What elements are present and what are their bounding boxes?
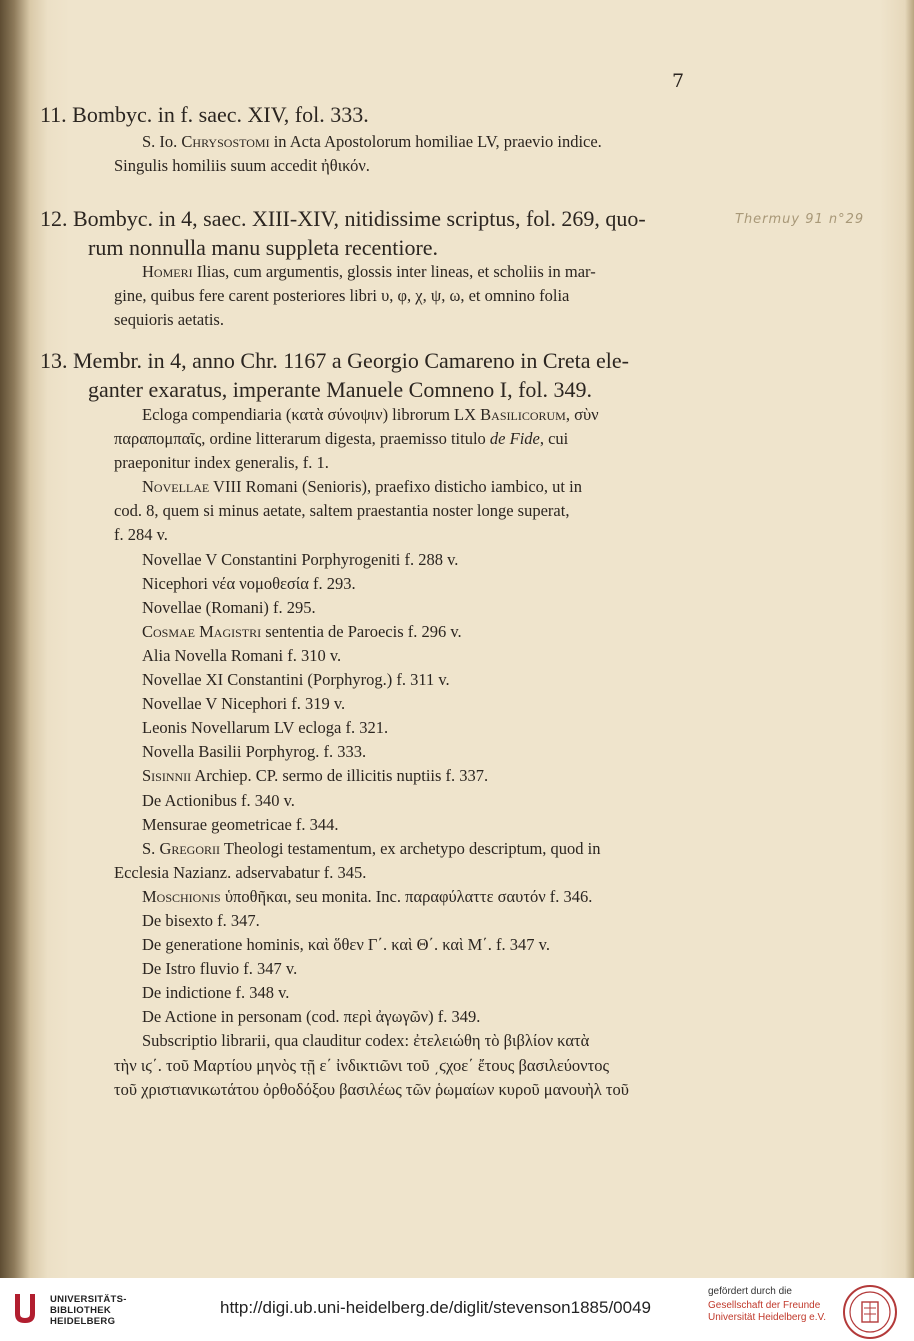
body-line: De Actionibus f. 340 v.: [142, 790, 295, 810]
body-line: Novellae (Romani) f. 295.: [142, 597, 316, 617]
author-name: Moschionis: [142, 886, 221, 906]
body-line: gine, quibus fere carent posteriores libri υ, φ, χ, ψ, ω, et omnino folia: [114, 286, 570, 306]
author-name: Gregorii: [159, 838, 221, 858]
society-line: Universität Heidelberg e.V.: [708, 1312, 827, 1323]
body-line: Homeri Ilias, cum argumentis, glossis inter lineas, et scholiis in mar-: [142, 262, 596, 281]
library-name: [50, 1294, 127, 1327]
author-name: Chrysostomi: [181, 132, 270, 151]
body-line: praeponitur index generalis, f. 1.: [114, 453, 329, 473]
author-name: Basilicorum: [480, 405, 566, 424]
body-line: παραπομπαῖς, ordine litterarum digesta, praemisso titulo de Fide, cui: [114, 429, 569, 449]
body-line: Ecloga compendiaria (κατὰ σύνοψιν) librorum LX Basilicorum, σὺν: [142, 405, 599, 424]
entry-body: [114, 130, 602, 178]
body-line: De indictione f. 348 v.: [142, 983, 290, 1003]
entry-body: [114, 260, 596, 332]
permalink-url[interactable]: http://digi.ub.uni-heidelberg.de/diglit/stevenson1885/0049: [220, 1298, 651, 1317]
body-line: Ecclesia Nazianz. adservabatur f. 345.: [114, 862, 367, 882]
body-line: cod. 8, quem si minus aetate, saltem praestantia noster longe superat,: [114, 501, 570, 521]
body-line: Alia Novella Romani f. 310 v.: [142, 645, 342, 665]
author-name: Cosmae Magistri: [142, 621, 262, 641]
library-line: HEIDELBERG: [50, 1316, 116, 1327]
library-line: BIBLIOTHEK: [50, 1305, 112, 1316]
margin-note: Thermuy 91 n°29: [735, 212, 865, 227]
body-line: De Actione in personam (cod. περὶ ἀγωγῶν) f. 349.: [142, 1007, 481, 1027]
body-line: S. Io. Chrysostomi in Acta Apostolorum homiliae LV, praevio indice.: [142, 132, 602, 151]
body-line: De bisexto f. 347.: [142, 910, 260, 930]
heading-line: ganter exaratus, imperante Manuele Comneno I, fol. 349.: [88, 377, 593, 402]
entry-body: [114, 403, 629, 1102]
body-line: Nicephori νέα νομοθεσία f. 293.: [142, 573, 356, 593]
heading-line: 13. Membr. in 4, anno Chr. 1167 a Georgio Camareno in Creta ele-: [40, 348, 629, 373]
author-name: Novellae: [142, 477, 210, 497]
society-seal-icon: [842, 1284, 898, 1340]
university-library-logo-icon: [12, 1292, 38, 1326]
body-line: De Istro fluvio f. 347 v.: [142, 959, 298, 979]
body-line: Sisinnii Archiep. CP. sermo de illicitis nuptiis f. 337.: [142, 766, 489, 786]
footer-bar: [0, 1278, 914, 1341]
body-line: Subscriptio librarii, qua clauditur codex: ἐτελειώθη τὸ βιβλίον κατὰ: [142, 1031, 590, 1051]
heading-line: rum nonnulla manu suppleta recentiore.: [88, 235, 439, 260]
heading-line: 11. Bombyc. in f. saec. XIV, fol. 333.: [40, 102, 369, 127]
body-line: Novella Basilii Porphyrog. f. 333.: [142, 742, 367, 762]
heading-line: 12. Bombyc. in 4, saec. XIII-XIV, nitidissime scriptus, fol. 269, quo-: [40, 206, 646, 231]
body-line: Leonis Novellarum LV ecloga f. 321.: [142, 718, 389, 738]
body-line: Novellae V Nicephori f. 319 v.: [142, 694, 346, 714]
italic-title: de Fide: [489, 429, 540, 449]
body-line: Novellae XI Constantini (Porphyrog.) f. 311 v.: [142, 670, 450, 690]
body-line: S. Gregorii Theologi testamentum, ex archetypo descriptum, quod in: [142, 838, 601, 858]
society-name: [708, 1300, 826, 1324]
library-line: UNIVERSITÄTS-: [50, 1294, 127, 1305]
entry-heading: [40, 346, 730, 404]
funded-by-label: gefördert durch die: [708, 1286, 792, 1297]
body-line: τὴν ιϛ΄. τοῦ Μαρτίου μηνὸς τῇ ε΄ ἰνδικτιῶνι τοῦ ͵ϛχοε΄ ἔτους βασιλεύοντος: [114, 1055, 610, 1075]
body-line: De generatione hominis, καὶ ὅθεν Γ΄. καὶ Θ΄. καὶ Μ΄. f. 347 v.: [142, 935, 550, 955]
body-line: Novellae VIII Romani (Senioris), praefixo disticho iambico, ut in: [142, 477, 582, 497]
body-line: Moschionis ὑποθῆκαι, seu monita. Inc. παραφύλαττε σαυτόν f. 346.: [142, 886, 593, 906]
society-line: Gesellschaft der Freunde: [708, 1300, 821, 1311]
body-line: Singulis homiliis suum accedit ἠθικόν.: [114, 156, 370, 176]
author-name: Sisinnii: [142, 766, 192, 786]
author-name: Homeri: [142, 262, 193, 281]
page-number: 7: [672, 70, 685, 92]
body-line: sequioris aetatis.: [114, 310, 224, 330]
entry-heading: [40, 100, 730, 129]
body-line: f. 284 v.: [114, 525, 168, 545]
body-line: Cosmae Magistri sententia de Paroecis f. 296 v.: [142, 621, 462, 641]
body-line: Novellae V Constantini Porphyrogeniti f. 288 v.: [142, 549, 459, 569]
entry-heading: [40, 204, 730, 262]
body-line: τοῦ χριστιανικωτάτου ὀρθοδόξου βασιλέως τῶν ῥωμαίων κυροῦ μανουὴλ τοῦ: [114, 1079, 629, 1099]
body-line: Mensurae geometricae f. 344.: [142, 814, 339, 834]
